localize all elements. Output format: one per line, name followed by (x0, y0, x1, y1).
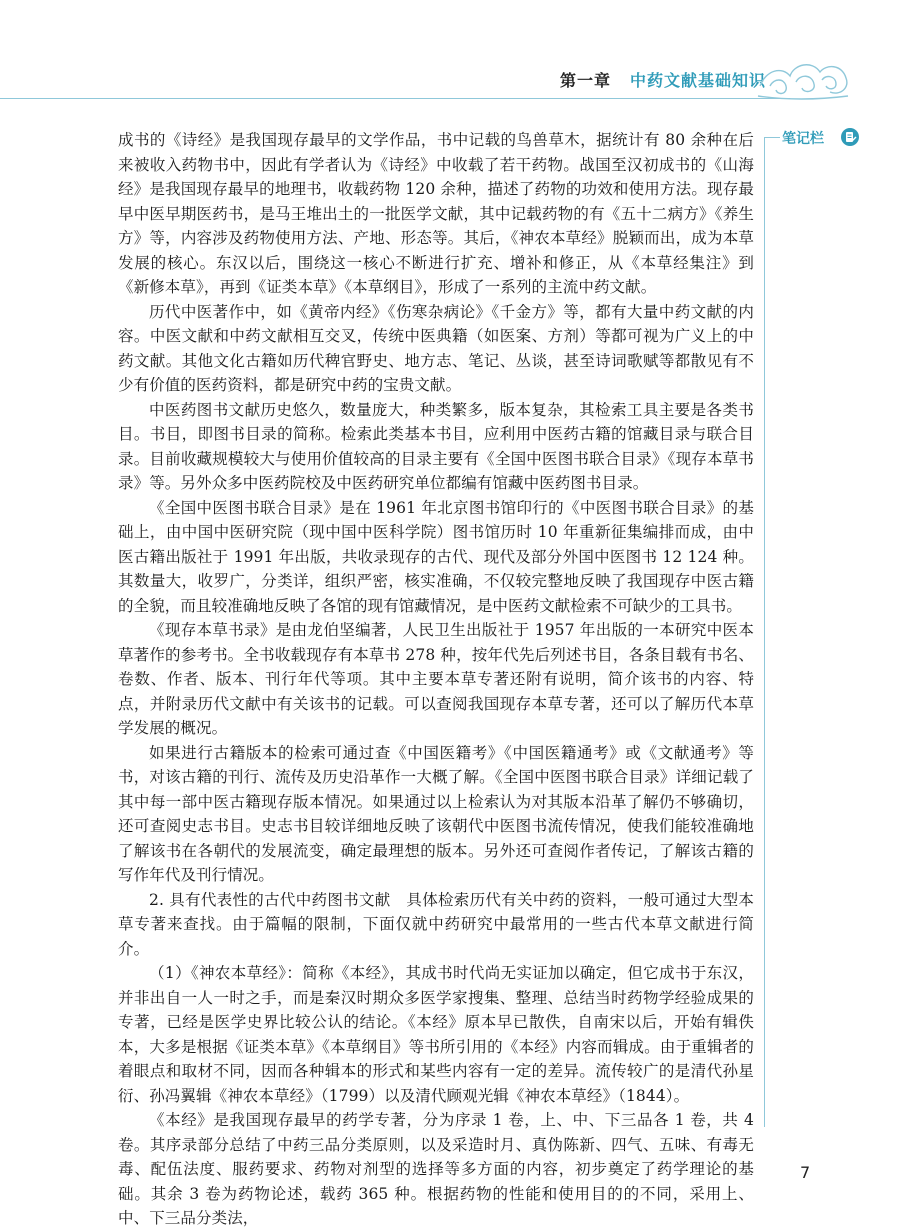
paragraph: 《现存本草书录》是由龙伯坚编著，人民卫生出版社于 1957 年出版的一本研究中医本草著作的参考书。全书收载现存有本草书 278 种，按年代先后列述书目，各条目载有书名、卷数、作者、版本、刊行年代等项。其中主要本草专著还附有说明，简介该书的内容、特点，并附录历代文献中有关该书的记载。可以查阅我国现存本草专著，还可以了解历代本草学发展的概况。 (118, 621, 754, 737)
page-header (0, 54, 900, 114)
paragraph: （1）《神农本草经》：简称《本经》，其成书时代尚无实证加以确定，但它成书于东汉，并非出自一人一时之手，而是秦汉时期众多医学家搜集、整理、总结当时药物学经验成果的专著，已经是医学史界比较公认的结论。《本经》原本早已散佚，自南宋以后，开始有辑佚本，大多是根据《证类本草》《本草纲目》等书所引用的《本经》内容而辑成。由于重辑者的着眼点和取材不同，因而各种辑本的形式和某些内容有一定的差异。流传较广的是清代孙星衍、孙冯翼辑《神农本草经》（1799）以及清代顾观光辑《神农本草经》（1844）。 (118, 964, 754, 1105)
notes-connector (764, 137, 780, 138)
paragraph: 2. 具有代表性的古代中药图书文献 具体检索历代有关中药的资料，一般可通过大型本草专著来查找。由于篇幅的限制，下面仅就中药研究中最常用的一些古代本草文献进行简介。 (118, 890, 754, 958)
paragraph: 《全国中医图书联合目录》是在 1961 年北京图书馆印行的《中医图书联合目录》的基础上，由中国中医研究院（现中国中医科学院）图书馆历时 10 年重新征集编排而成，由中医古籍出版社于 1991 年出版，共收录现存的古代、现代及部分外国中医图书 12 124 种。其数量大，收罗广，分类详，组织严密，核实准确，不仅较完整地反映了我国现存中医古籍的全貌，而且较准确地反映了各馆的现有馆藏情况，是中医药文献检索不可缺少的工具书。 (118, 498, 754, 615)
paragraph: 如果进行古籍版本的检索可通过查《中国医籍考》《中国医籍通考》或《文献通考》等书，对该古籍的刊行、流传及历史沿革作一大概了解。《全国中医图书联合目录》详细记载了其中每一部中医古籍现存版本情况。如果通过以上检索认为对其版本沿革了解仍不够确切，还可查阅史志书目。史志书目较详细地反映了该朝代中医图书流传情况，使我们能较准确地了解该书在各朝代的发展流变，确定最理想的版本。另外还可查阅作者传记，了解该古籍的写作年代及刊行情况。 (118, 743, 754, 884)
body-text (118, 128, 754, 1231)
chapter-label: 第一章 (560, 71, 612, 90)
paragraph: 中医药图书文献历史悠久，数量庞大，种类繁多，版本复杂，其检索工具主要是各类书目。书目，即图书目录的简称。检索此类基本书目，应利用中医药古籍的馆藏目录与联合目录。目前收藏规模较大与使用价值较高的目录主要有《全国中医图书联合目录》《现存本草书录》等。另外众多中医药院校及中医药研究单位都编有馆藏中医药图书目录。 (118, 400, 754, 492)
cloud-ornament-icon (756, 56, 852, 102)
notes-label: 笔记栏 (782, 131, 824, 147)
header-rule (0, 98, 790, 99)
paragraph: 《本经》是我国现存最早的药学专著，分为序录 1 卷，上、中、下三品各 1 卷，共 4 卷。其序录部分总结了中药三品分类原则，以及采造时月、真伪陈新、四气、五味、有毒无毒、配伍法度、服药要求、药物对剂型的选择等多方面的内容，初步奠定了药学理论的基础。其余 3 卷为药物论述，载药 365 种。根据药物的性能和使用目的的不同，采用上、中、下三品分类法， (118, 1111, 755, 1227)
paragraph: 历代中医著作中，如《黄帝内经》《伤寒杂病论》《千金方》等，都有大量中药文献的内容。中医文献和中药文献相互交叉，传统中医典籍（如医案、方剂）等都可视为广义上的中药文献。其他文化古籍如历代稗官野史、地方志、笔记、丛谈，甚至诗词歌赋等都散见有不少有价值的医药资料，都是研究中药的宝贵文献。 (118, 302, 754, 394)
paragraph: 成书的《诗经》是我国现存最早的文学作品，书中记载的鸟兽草木，据统计有 80 余种在后来被收入药物书中，因此有学者认为《诗经》中收载了若干药物。战国至汉初成书的《山海经》是我国现存最早的地理书，收载药物 120 余种，描述了药物的功效和使用方法。现存最早中医早期医药书，是马王堆出土的一批医学文献，其中记载药物的有《五十二病方》《养生方》等，内容涉及药物使用方法、产地、形态等。其后，《神农本草经》脱颖而出，成为本草发展的核心。东汉以后，围绕这一核心不断进行扩充、增补和修正，从《本草经集注》到《新修本草》，再到《证类本草》《本草纲目》，形成了一系列的主流中药文献。 (118, 131, 754, 296)
page-number: 7 (800, 1163, 811, 1182)
notes-column (760, 128, 880, 1128)
notes-rule (764, 137, 765, 1127)
section-title: 中药文献基础知识 (630, 71, 767, 90)
notes-icon (840, 127, 860, 147)
